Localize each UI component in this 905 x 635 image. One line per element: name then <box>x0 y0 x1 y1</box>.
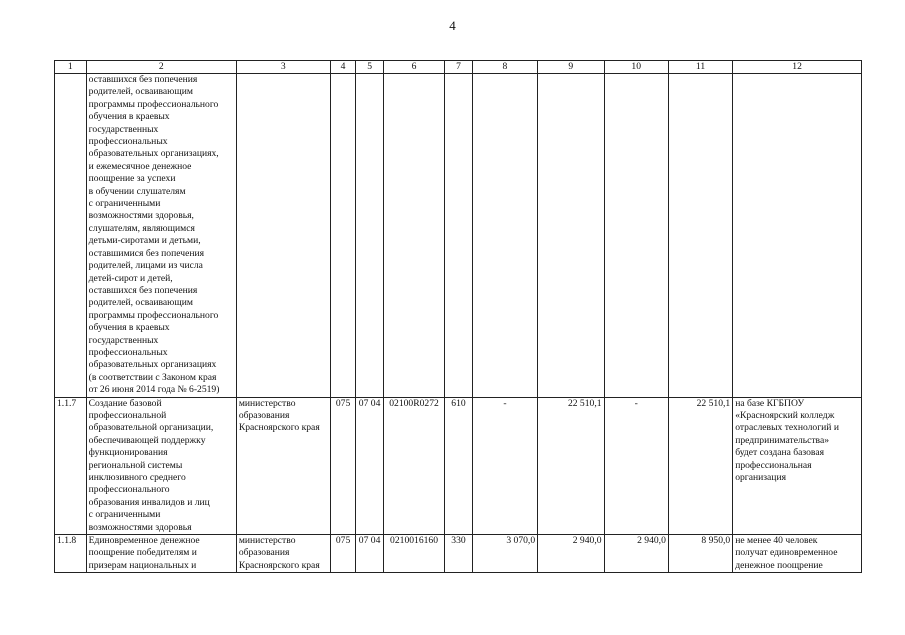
expected-result-cell <box>733 535 862 573</box>
text-line: министерство <box>238 535 296 547</box>
measure-name-cell <box>86 397 236 534</box>
year3-amount: - <box>604 397 668 534</box>
year2-amount: 22 510,1 <box>538 397 604 534</box>
text-line: профессиональных <box>88 346 168 358</box>
empty-cell <box>236 74 330 398</box>
text-line: организация <box>735 472 786 483</box>
vr-code: 610 <box>445 397 473 534</box>
text-line: Красноярского края <box>238 422 320 434</box>
continuation-row <box>55 74 862 398</box>
text-line: оставшимися без попечения <box>88 247 205 259</box>
year3-amount: 2 940,0 <box>604 535 668 573</box>
text-line: возможностями здоровья, <box>88 210 194 222</box>
text-line: отраслевых технологий и <box>735 422 839 434</box>
text-line: «Красноярский колледж <box>735 409 835 421</box>
empty-cell <box>330 74 356 398</box>
vr-code: 330 <box>445 535 473 573</box>
text-line: государственных <box>88 334 159 346</box>
text-line: оставшихся без попечения <box>88 74 198 85</box>
total-amount: 8 950,0 <box>668 535 732 573</box>
text-line: профессиональных <box>88 136 168 148</box>
text-line: поощрение победителям и <box>88 547 197 559</box>
text-line: Единовременное денежное <box>88 535 200 547</box>
measure-name-cell <box>86 535 236 573</box>
grbs-code: 075 <box>330 397 356 534</box>
column-header: 1 <box>55 61 87 74</box>
table-row <box>55 535 862 573</box>
text-line: региональной системы <box>88 459 183 471</box>
text-line: призерам национальных и <box>88 559 197 571</box>
year1-amount: - <box>472 397 537 534</box>
column-number-row <box>55 61 862 74</box>
row-number: 1.1.8 <box>55 535 87 573</box>
text-line: предпринимательства» <box>735 434 830 446</box>
text-line: профессиональной <box>88 409 167 421</box>
text-line: денежное поощрение <box>735 559 823 571</box>
column-header: 12 <box>733 61 862 74</box>
text-line: образования <box>238 409 290 421</box>
text-line: не менее 40 человек <box>735 535 818 547</box>
text-line: родителей, лицами из числа <box>88 260 203 272</box>
text-line: образования <box>238 547 290 559</box>
grbs-code: 075 <box>330 535 356 573</box>
empty-cell <box>472 74 537 398</box>
text-line: образования инвалидов и лиц <box>88 496 210 508</box>
text-line: с ограниченными <box>88 509 161 521</box>
year1-amount: 3 070,0 <box>472 535 537 573</box>
text-line: получат единовременное <box>735 547 838 559</box>
text-line: Красноярского края <box>238 559 320 571</box>
text-line: программы профессионального <box>88 309 219 321</box>
column-header: 2 <box>86 61 236 74</box>
rzpr-code: 07 04 <box>356 397 384 534</box>
column-header: 5 <box>356 61 384 74</box>
year2-amount: 2 940,0 <box>538 535 604 573</box>
text-line: обучения в краевых <box>88 111 170 123</box>
csr-code: 02100R0272 <box>383 397 444 534</box>
empty-cell <box>445 74 473 398</box>
text-line: будет создана базовая <box>735 447 824 459</box>
text-line: образовательной организации, <box>88 422 214 434</box>
measure-name-cell <box>86 74 236 398</box>
executor-cell <box>236 535 330 573</box>
text-line: профессиональная <box>735 459 812 471</box>
text-line: министерство <box>238 397 296 409</box>
budget-table <box>54 60 862 573</box>
column-header: 11 <box>668 61 732 74</box>
expected-result-cell <box>733 397 862 534</box>
text-line: поощрение за успехи <box>88 173 176 185</box>
text-line: образовательных организациях <box>88 359 217 371</box>
text-line: программы профессионального <box>88 98 219 110</box>
text-line: и ежемесячное денежное <box>88 160 192 172</box>
text-line: Создание базовой <box>88 397 162 409</box>
text-line: в обучении слушателям <box>88 185 186 197</box>
column-header: 7 <box>445 61 473 74</box>
text-line: родителей, осваивающим <box>88 297 193 309</box>
rzpr-code: 07 04 <box>356 535 384 573</box>
column-header: 10 <box>604 61 668 74</box>
empty-cell <box>356 74 384 398</box>
empty-cell <box>538 74 604 398</box>
column-header: 8 <box>472 61 537 74</box>
text-line: на базе КГБПОУ <box>735 397 805 409</box>
column-header: 6 <box>383 61 444 74</box>
text-line: образовательных организациях, <box>88 148 219 160</box>
column-header: 3 <box>236 61 330 74</box>
text-line: детьми-сиротами и детьми, <box>88 235 201 247</box>
text-line: слушателям, являющимся <box>88 222 195 234</box>
text-line: от 26 июня 2014 года № 6-2519) <box>88 384 220 396</box>
text-line: родителей, осваивающим <box>88 86 193 98</box>
text-line: обеспечивающей поддержку <box>88 434 206 446</box>
text-line: возможностями здоровья <box>88 521 192 533</box>
csr-code: 0210016160 <box>383 535 444 573</box>
empty-cell <box>55 74 87 398</box>
text-line: государственных <box>88 123 159 135</box>
empty-cell <box>604 74 668 398</box>
text-line: детей-сирот и детей, <box>88 272 173 284</box>
executor-cell <box>236 397 330 534</box>
text-line: профессионального <box>88 484 170 496</box>
empty-cell <box>668 74 732 398</box>
text-line: оставшихся без попечения <box>88 284 198 296</box>
page-number: 4 <box>449 18 456 33</box>
row-number: 1.1.7 <box>55 397 87 534</box>
empty-cell <box>383 74 444 398</box>
table-row <box>55 397 862 534</box>
empty-cell <box>733 74 862 398</box>
text-line: инклюзивного среднего <box>88 472 186 483</box>
text-line: обучения в краевых <box>88 322 170 334</box>
text-line: (в соответствии с Законом края <box>88 371 217 383</box>
column-header: 9 <box>538 61 604 74</box>
total-amount: 22 510,1 <box>668 397 732 534</box>
text-line: с ограниченными <box>88 198 161 210</box>
column-header: 4 <box>330 61 356 74</box>
text-line: функционирования <box>88 447 168 459</box>
